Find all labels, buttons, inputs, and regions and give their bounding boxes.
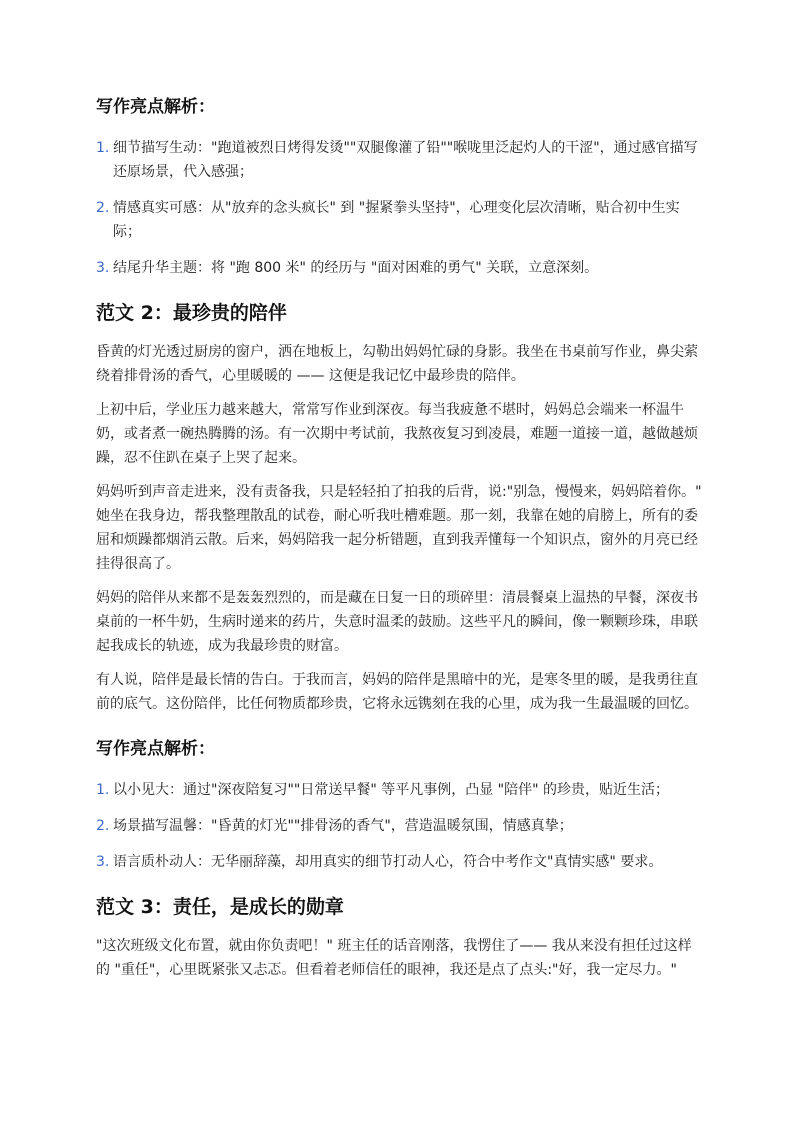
document-page: [96, 94, 702, 992]
list-number: 3.: [96, 260, 110, 276]
paragraph: 妈妈的陪伴从来都不是轰轰烈烈的，而是藏在日复一日的琐碎里：清晨餐桌上温热的早餐，深夜书桌前的一杯牛奶，生病时递来的药片，失意时温柔的鼓励。这些平凡的瞬间，像一颗颗珍珠，串联起我成长的轨迹，成为我最珍贵的财富。: [96, 590, 698, 654]
list-item: [96, 256, 702, 280]
list-item-text: 细节描写生动："跑道被烈日烤得发烫""双腿像灌了铅""喉咙里泛起灼人的干涩"，通过感官描写还原场景，代入感强；: [113, 140, 698, 180]
paragraph: 昏黄的灯光透过厨房的窗户，洒在地板上，勾勒出妈妈忙碌的身影。我坐在书桌前写作业，鼻尖萦绕着排骨汤的香气，心里暖暖的 —— 这便是我记忆中最珍贵的陪伴。: [96, 344, 698, 384]
paragraph: "这次班级文化布置，就由你负责吧！" 班主任的话音刚落，我愣住了—— 我从来没有担任过这样的 "重任"，心里既紧张又忐忑。但看着老师信任的眼神，我还是点了点头:"好，我一定尽力。": [96, 938, 692, 978]
list-number: 2.: [96, 818, 110, 834]
list-number: 1.: [96, 782, 110, 798]
list-item: [96, 778, 702, 802]
list-item-text: 结尾升华主题：将 "跑 800 米" 的经历与 "面对困难的勇气" 关联，立意深刻。: [113, 260, 599, 276]
list-item: [96, 196, 702, 244]
section-heading: 写作亮点解析：: [96, 739, 215, 759]
article-title: 范文 2：最珍贵的陪伴: [96, 302, 287, 324]
list-number: 1.: [96, 140, 110, 156]
list-item: [96, 814, 702, 838]
list-item-text: 语言质朴动人：无华丽辞藻，却用真实的细节打动人心，符合中考作文"真情实感" 要求。: [113, 854, 663, 870]
list-item-text: 情感真实可感：从"放弃的念头疯长" 到 "握紧拳头坚持"，心理变化层次清晰，贴合初中生实际；: [113, 200, 680, 240]
article-title: 范文 3：责任，是成长的勋章: [96, 896, 344, 918]
list-item: [96, 136, 702, 184]
paragraph: 有人说，陪伴是最长情的告白。于我而言，妈妈的陪伴是黑暗中的光，是寒冬里的暖，是我勇往直前的底气。这份陪伴，比任何物质都珍贵，它将永远镌刻在我的心里，成为我一生最温暖的回忆。: [96, 672, 698, 712]
paragraph: 上初中后，学业压力越来越大，常常写作业到深夜。每当我疲惫不堪时，妈妈总会端来一杯温牛奶，或者煮一碗热腾腾的汤。有一次期中考试前，我熬夜复习到凌晨，难题一道接一道，越做越烦躁，忍不住趴在桌子上哭了起来。: [96, 402, 698, 466]
list-item: [96, 850, 702, 874]
list-number: 3.: [96, 854, 110, 870]
list-number: 2.: [96, 200, 110, 216]
section-heading: 写作亮点解析：: [96, 97, 215, 117]
highlights-list: [96, 778, 702, 874]
highlights-list: [96, 136, 702, 280]
paragraph: 妈妈听到声音走进来，没有责备我，只是轻轻拍了拍我的后背，说:"别急，慢慢来，妈妈陪着你。" 她坐在我身边，帮我整理散乱的试卷，耐心听我吐槽难题。那一刻，我靠在她的肩膀上，所有的委屈和烦躁都烟消云散。后来，妈妈陪我一起分析错题，直到我弄懂每一个知识点，窗外的月亮已经挂得很高了。: [96, 484, 702, 572]
list-item-text: 以小见大：通过"深夜陪复习""日常送早餐" 等平凡事例，凸显 "陪伴" 的珍贵，贴近生活；: [113, 782, 669, 798]
list-item-text: 场景描写温馨："昏黄的灯光""排骨汤的香气"，营造温暖氛围，情感真挚；: [113, 818, 573, 834]
